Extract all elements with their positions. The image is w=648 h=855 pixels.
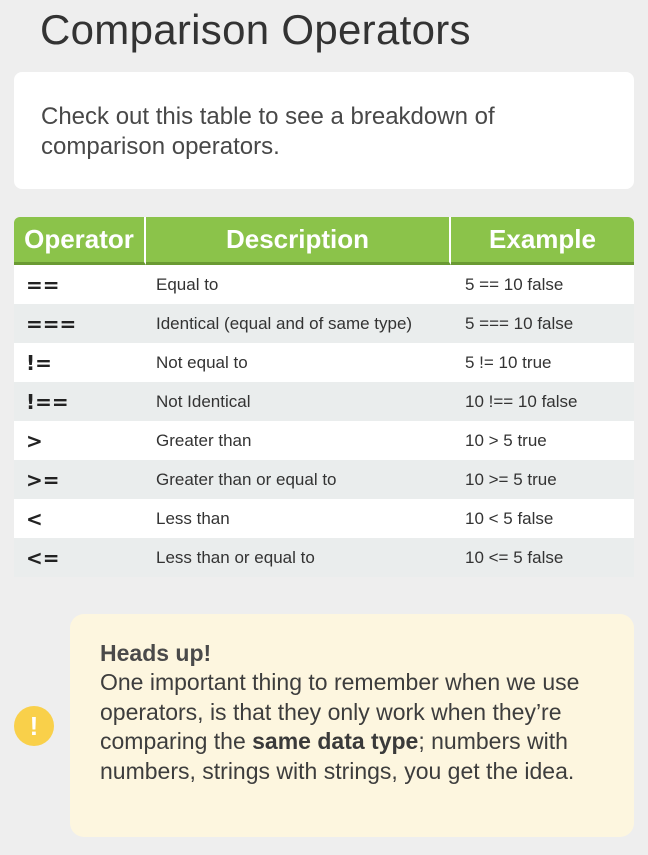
- table-row: [14, 343, 634, 382]
- description-cell: Not equal to: [146, 343, 451, 382]
- example-cell: 5 == 10 false: [451, 265, 634, 304]
- operator-cell: ===: [14, 304, 146, 343]
- header-operator: Operator: [14, 217, 146, 265]
- heads-up-callout: [70, 614, 634, 837]
- operator-cell: !=: [14, 343, 146, 382]
- operator-cell: !==: [14, 382, 146, 421]
- description-cell: Identical (equal and of same type): [146, 304, 451, 343]
- table-row: [14, 538, 634, 577]
- callout-emphasis: same data type: [252, 728, 419, 754]
- callout-heading: Heads up!: [100, 640, 212, 666]
- table-row: [14, 382, 634, 421]
- callout-body-text-end: ; numbers with numbers, strings with strings, you get the idea.: [100, 728, 575, 784]
- example-cell: 10 < 5 false: [451, 499, 634, 538]
- operator-cell: <=: [14, 538, 146, 577]
- exclamation-icon: !: [14, 706, 54, 746]
- table-header-row: [14, 217, 634, 265]
- example-cell: 5 != 10 true: [451, 343, 634, 382]
- example-cell: 10 >= 5 true: [451, 460, 634, 499]
- operator-cell: >: [14, 421, 146, 460]
- callout-body: [100, 668, 604, 786]
- operator-cell: ==: [14, 265, 146, 304]
- description-cell: Less than or equal to: [146, 538, 451, 577]
- operator-cell: >=: [14, 460, 146, 499]
- example-cell: 10 !== 10 false: [451, 382, 634, 421]
- table-row: [14, 304, 634, 343]
- table-row: [14, 499, 634, 538]
- operators-table: [14, 217, 634, 577]
- page-title: Comparison Operators: [40, 6, 471, 53]
- example-cell: 10 > 5 true: [451, 421, 634, 460]
- header-example: Example: [451, 217, 634, 265]
- intro-card: [14, 72, 634, 189]
- header-description: Description: [146, 217, 451, 265]
- description-cell: Not Identical: [146, 382, 451, 421]
- description-cell: Less than: [146, 499, 451, 538]
- table-row: [14, 421, 634, 460]
- table-row: [14, 265, 634, 304]
- intro-text: Check out this table to see a breakdown of comparison operators.: [41, 103, 495, 160]
- callout-body-text: One important thing to remember when we use operators, is that they only work when they’re comparing the: [100, 669, 580, 754]
- operator-cell: <: [14, 499, 146, 538]
- example-cell: 5 === 10 false: [451, 304, 634, 343]
- table-row: [14, 460, 634, 499]
- description-cell: Greater than or equal to: [146, 460, 451, 499]
- description-cell: Greater than: [146, 421, 451, 460]
- example-cell: 10 <= 5 false: [451, 538, 634, 577]
- description-cell: Equal to: [146, 265, 451, 304]
